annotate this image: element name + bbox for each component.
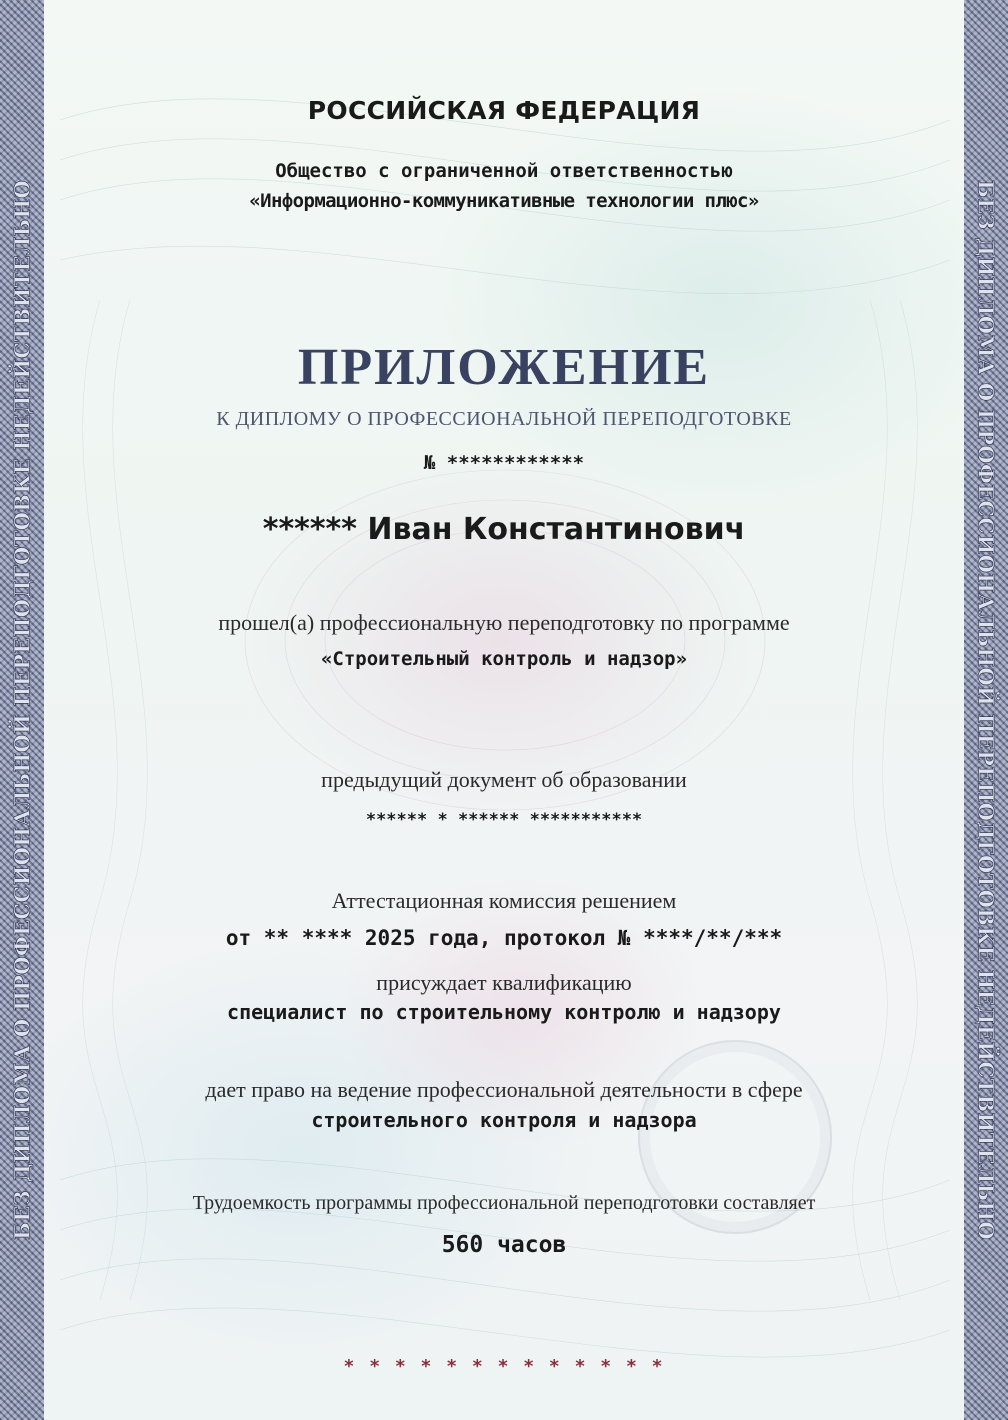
document-title: ПРИЛОЖЕНИЕ [297,339,711,396]
rights-sphere: строительного контроля и надзора [311,1108,697,1132]
holder-name: ****** Иван Константинович [262,512,746,547]
decision-text: от ** **** 2025 года, протокол № ****/**/*** [225,926,783,950]
awards-text: присуждает квалификацию [376,970,632,995]
document-number: № ************ [423,452,585,474]
workload-text: Трудоемкость программы профессиональной переподготовки составляет [192,1192,816,1214]
country-title: РОССИЙСКАЯ ФЕДЕРАЦИЯ [307,96,701,125]
completed-text: прошел(а) профессиональную переподготовку по программе [218,610,790,635]
serial-number: * * * * * * * * * * * * * [343,1356,665,1377]
left-border-text: БЕЗ ДИПЛОМА О ПРОФЕССИОНАЛЬНОЙ ПЕРЕПОДГОТОВКЕ НЕДЕЙСТВИТЕЛЬНО [9,180,35,1240]
workload-hours: 560 часов [441,1232,567,1258]
previous-document-value: ****** * ****** *********** [365,810,643,830]
program-name: «Строительный контроль и надзор» [320,648,688,670]
document-subtitle: К ДИПЛОМУ О ПРОФЕССИОНАЛЬНОЙ ПЕРЕПОДГОТОВКЕ [216,408,792,430]
commission-text: Аттестационная комиссия решением [331,888,677,913]
rights-text: дает право на ведение профессиональной деятельности в сфере [205,1077,803,1102]
organization-type: Общество с ограниченной ответственностью [275,160,733,182]
right-border-text: БЕЗ ДИПЛОМА О ПРОФЕССИОНАЛЬНОЙ ПЕРЕПОДГОТОВКЕ НЕДЕЙСТВИТЕЛЬНО [973,180,999,1240]
left-security-border [0,0,44,1420]
previous-document-label: предыдущий документ об образовании [321,767,687,792]
qualification-name: специалист по строительному контролю и надзору [227,1000,781,1024]
right-security-border [964,0,1008,1420]
organization-name: «Информационно-коммуникативные технологии плюс» [249,190,759,212]
